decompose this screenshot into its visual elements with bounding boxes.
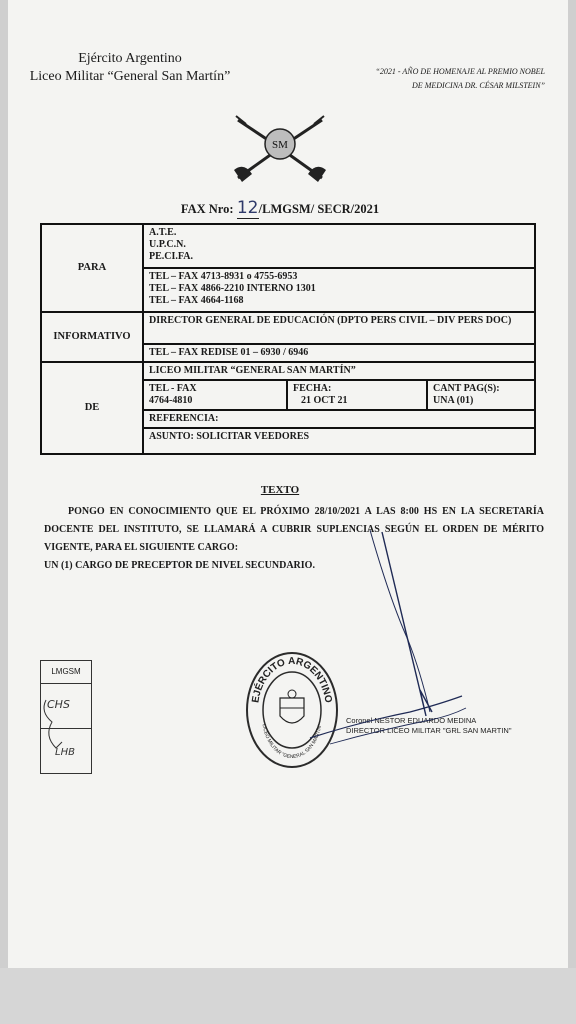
phone-line: TEL – FAX 4664-1168	[149, 295, 244, 306]
informativo-label: INFORMATIVO	[41, 312, 143, 362]
fax-suffix: /LMGSM/ SECR/2021	[258, 202, 380, 216]
sender-tel-value: 4764-4810	[149, 395, 193, 406]
body-paragraph: UN (1) CARGO DE PRECEPTOR DE NIVEL SECUNDARIO.	[44, 560, 315, 571]
initials-row	[41, 729, 91, 773]
official-seal-icon	[244, 650, 340, 770]
reference-cell: REFERENCIA:	[143, 410, 535, 428]
de-label: DE	[41, 362, 143, 454]
motto-line-2: DE MEDICINA DR. CÉSAR MILSTEIN”	[412, 81, 545, 90]
org-name: Ejército Argentino	[78, 51, 182, 66]
sender-tel-label: TEL - FAX	[149, 383, 197, 394]
recipients-cell	[143, 224, 535, 268]
school-name: Liceo Militar “General San Martín”	[29, 69, 231, 84]
pages-label: CANT PAG(S):	[433, 383, 500, 394]
emblem-monogram: SM	[272, 139, 288, 151]
handwritten-initials: CHS	[47, 698, 70, 711]
date-label: FECHA:	[293, 383, 332, 394]
date-value: 21 OCT 21	[301, 395, 348, 406]
signatory-title: DIRECTOR LICEO MILITAR "GRL SAN MARTIN"	[346, 726, 512, 735]
phone-line: TEL – FAX 4713-8931 o 4755-6953	[149, 271, 298, 282]
seal-top-text: EJÉRCITO ARGENTINO	[250, 655, 334, 704]
fax-number-line	[0, 198, 560, 219]
informativo-tel: TEL – FAX REDISE 01 – 6930 / 6946	[143, 344, 535, 362]
sender-tel-cell	[144, 381, 287, 409]
subject-cell: ASUNTO: SOLICITAR VEEDORES	[143, 428, 535, 454]
body-heading: TEXTO	[260, 484, 300, 496]
signatory-block	[346, 716, 512, 736]
signatory-name: Coronel NESTOR EDUARDO MEDINA	[346, 716, 477, 725]
pages-cell	[427, 381, 534, 409]
sender-details-row	[143, 380, 535, 410]
body-paragraph: PONGO EN CONOCIMIENTO QUE EL PRÓXIMO 28/10/2021 A LAS 8:00 HS EN LA SECRETARÍA DOCENTE DEL INSTITUTO, SE LLAMARÁ A CUBRIR SUPLENCIAS SEGÚN EL ORDEN DE MÉRITO VIGENTE, PARA EL SIGUIENTE CARGO:	[44, 506, 544, 553]
fax-prefix: FAX Nro:	[180, 202, 234, 216]
seal-bottom-text: LICEO MILITAR "GENERAL SAN MARTÍN"	[260, 723, 324, 761]
pages-value: UNA (01)	[433, 395, 474, 406]
initials-row	[41, 684, 91, 729]
letterhead	[20, 50, 240, 86]
recipient-phones-cell	[143, 268, 535, 312]
fax-handwritten-number: 12	[236, 198, 259, 218]
recipient: PE.CI.FA.	[149, 251, 193, 262]
body-text	[44, 503, 544, 575]
date-cell	[287, 381, 427, 409]
motto-line-1: “2021 - AÑO DE HOMENAJE AL PREMIO NOBEL	[375, 67, 545, 76]
handwritten-initials: LHB	[55, 747, 75, 758]
school-emblem-icon	[230, 112, 330, 184]
initials-box	[40, 660, 92, 774]
svg-text:EJÉRCITO ARGENTINO	[250, 656, 333, 704]
sender-name: LICEO MILITAR “GENERAL SAN MARTÍN”	[143, 362, 535, 380]
background-surface	[0, 968, 576, 1024]
recipient: U.P.C.N.	[149, 239, 186, 250]
year-motto	[355, 65, 545, 93]
informativo-dest: DIRECTOR GENERAL DE EDUCACIÓN (DPTO PERS CIVIL – DIV PERS DOC)	[143, 312, 535, 344]
initials-box-label: LMGSM	[41, 661, 91, 684]
recipient: A.T.E.	[149, 227, 177, 238]
fax-header-table	[40, 223, 536, 455]
phone-line: TEL – FAX 4866-2210 INTERNO 1301	[149, 283, 316, 294]
svg-text:LICEO MILITAR "GENERAL SAN MAR	[261, 724, 324, 760]
para-label: PARA	[41, 224, 143, 312]
